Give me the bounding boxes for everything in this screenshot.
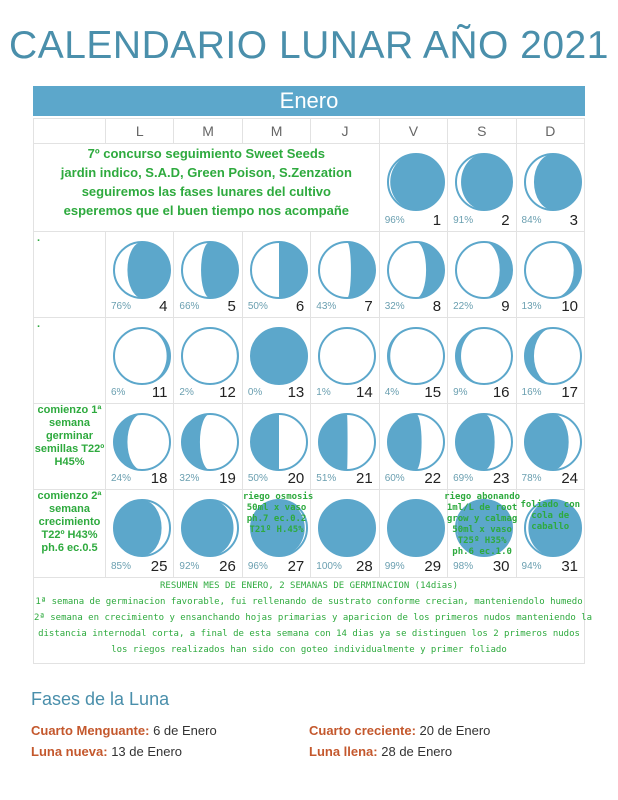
day-number: 12: [219, 384, 236, 401]
moon-phase-icon: [523, 152, 583, 212]
day-number: 23: [492, 470, 510, 487]
calendar-grid: [33, 118, 593, 664]
day-cell[interactable]: [516, 490, 584, 578]
moon-lit-area: [319, 242, 351, 298]
day-number: 6: [295, 298, 305, 315]
summary-line: 2ª semana en crecimiento y ensanchando hojas primarias y aparicion de los primeros nudos manteniendo la: [34, 613, 593, 623]
moon-phase-icon: [180, 498, 240, 558]
legend-label: Cuarto creciente:: [309, 723, 416, 738]
illumination-percent: 2%: [179, 387, 194, 398]
day-cell[interactable]: [106, 490, 174, 578]
illumination-percent: 1%: [316, 387, 331, 398]
illumination-percent: 94%: [521, 561, 542, 572]
day-cell[interactable]: [242, 490, 314, 578]
day-number: 9: [501, 298, 510, 315]
day-cell[interactable]: [242, 232, 310, 318]
day-cell[interactable]: [174, 232, 242, 318]
moon-phase-icon: [317, 240, 377, 300]
illumination-percent: 6%: [111, 387, 126, 398]
day-number: 26: [219, 558, 236, 575]
row-note: comienzo 2ª semana crecimiento T22º H43% ph.6 ec.0.5: [34, 490, 106, 578]
moon-phase-icon: [317, 326, 377, 386]
page-title: CALENDARIO LUNAR AÑO 2021: [9, 24, 609, 67]
day-cell[interactable]: [242, 404, 310, 490]
day-cell[interactable]: [444, 490, 521, 578]
moon-phase-icon: [180, 326, 240, 386]
illumination-percent: 0%: [247, 387, 263, 398]
illumination-percent: 22%: [453, 301, 474, 312]
weekday-row: [34, 119, 585, 144]
moon-phase-icon: [523, 326, 583, 386]
illumination-percent: 96%: [384, 215, 405, 226]
intro-line: jardin indico, S.A.D, Green Poison, S.Zenzation: [60, 165, 352, 180]
illumination-percent: 43%: [316, 301, 337, 312]
moon-phase-icon: [112, 498, 172, 558]
moon-lit-area: [279, 414, 307, 470]
illumination-percent: 24%: [111, 473, 132, 484]
weekday: V: [379, 119, 447, 144]
day-cell[interactable]: [311, 404, 379, 490]
day-number: 13: [287, 384, 305, 401]
moon-phase-icon: [112, 240, 172, 300]
illumination-percent: 98%: [453, 561, 474, 572]
day-cell[interactable]: [311, 490, 379, 578]
handnote-day-31: foliado con cola de caballo: [520, 500, 581, 532]
illumination-percent: 66%: [179, 301, 200, 312]
month-summary: [34, 578, 593, 664]
legend-value: 6 de Enero: [153, 723, 217, 738]
illumination-percent: 60%: [384, 473, 405, 484]
day-cell[interactable]: [174, 404, 242, 490]
handnote-day-30: riego abonando 1ml/L de root grow y calmag 50ml x vaso T25º H35% ph.6 ec.1.0: [444, 492, 521, 557]
moon-lit-area: [200, 414, 238, 470]
illumination-percent: 32%: [179, 473, 200, 484]
moon-lit-area: [347, 414, 375, 470]
moon-phase-icon: [112, 412, 172, 472]
weekday: L: [106, 119, 174, 144]
day-cell[interactable]: [448, 232, 516, 318]
illumination-percent: 69%: [453, 473, 474, 484]
moon-phase-icon: [317, 498, 377, 558]
moon-phase-icon: [317, 412, 377, 472]
moon-phase-icon: [249, 326, 309, 386]
day-cell[interactable]: [174, 490, 242, 578]
moon-lit-area: [127, 414, 170, 470]
day-number: 2: [501, 212, 510, 229]
day-cell[interactable]: [311, 318, 379, 404]
intro-line: 7º concurso seguimiento Sweet Seeds: [87, 146, 326, 161]
day-cell[interactable]: [379, 232, 447, 318]
legend-label: Luna nueva:: [31, 744, 108, 759]
summary-line: distancia internodal corta, a final de esta semana con 14 dias ya se distinguen los 2 primeros nudos: [38, 629, 580, 639]
moon-phase-icon: [454, 152, 514, 212]
row-note: comienzo 1ª semana germinar semillas T22º H45%: [34, 404, 106, 490]
day-cell[interactable]: [242, 318, 310, 404]
weekday: J: [311, 119, 379, 144]
day-number: 22: [424, 470, 442, 487]
day-number: 7: [364, 298, 373, 315]
day-cell[interactable]: [516, 144, 584, 232]
moon-lit-area: [251, 242, 279, 298]
illumination-percent: 78%: [521, 473, 542, 484]
day-cell[interactable]: [516, 232, 584, 318]
day-number: 20: [287, 470, 305, 487]
legend-label: Cuarto Menguante:: [31, 723, 150, 738]
day-number: 18: [150, 470, 168, 487]
moon-phase-icon: [523, 240, 583, 300]
summary-line: RESUMEN MES DE ENERO, 2 SEMANAS DE GERMINACION (14dias): [159, 581, 458, 591]
day-number: 4: [159, 298, 168, 315]
day-number: 10: [561, 298, 578, 315]
intro-line: seguiremos las fases lunares del cultivo: [81, 184, 331, 199]
illumination-percent: 50%: [247, 473, 268, 484]
weekday: S: [448, 119, 516, 144]
day-cell[interactable]: [448, 404, 516, 490]
moon-phase-icon: [454, 412, 514, 472]
row-note: .: [34, 232, 106, 318]
day-cell[interactable]: [379, 144, 447, 232]
handnote-day-27: riego osmosis 50ml x vaso ph.7 ec.0.2 T21º H.45%: [242, 492, 314, 535]
day-cell[interactable]: [174, 318, 242, 404]
phases-title: Fases de la Luna: [31, 689, 170, 709]
legend-full-moon: [309, 744, 452, 759]
day-number: 31: [561, 558, 578, 575]
illumination-percent: 9%: [453, 387, 468, 398]
illumination-percent: 13%: [521, 301, 542, 312]
day-number: 24: [561, 470, 578, 487]
day-cell[interactable]: [106, 232, 174, 318]
moon-phase-icon: [386, 152, 446, 212]
moon-phase-icon: [112, 326, 172, 386]
day-cell[interactable]: [448, 318, 516, 404]
day-number: 21: [356, 470, 373, 487]
day-number: 25: [150, 558, 168, 575]
day-number: 11: [151, 384, 168, 401]
legend-value: 13 de Enero: [111, 744, 183, 759]
summary-line: 1ª semana de germinacion favorable, fui rellenando de sustrato conforme crecian, manteniendolo humedo: [35, 597, 583, 607]
illumination-percent: 16%: [521, 387, 542, 398]
illumination-percent: 99%: [384, 561, 405, 572]
moon-phase-icon: [249, 412, 309, 472]
intro-note: [34, 144, 380, 232]
day-cell[interactable]: [379, 318, 447, 404]
day-number: 5: [227, 298, 236, 315]
weekday: M: [174, 119, 242, 144]
day-cell[interactable]: [379, 490, 447, 578]
illumination-percent: 96%: [247, 561, 268, 572]
day-number: 1: [432, 212, 442, 229]
intro-line: esperemos que el buen tiempo nos acompañe: [63, 203, 350, 218]
legend-label: Luna llena:: [309, 744, 378, 759]
day-number: 8: [432, 298, 442, 315]
legend-last-quarter: [31, 723, 217, 738]
day-cell[interactable]: [379, 404, 447, 490]
day-number: 27: [287, 558, 305, 575]
legend-value: 28 de Enero: [381, 744, 453, 759]
row-note: .: [34, 318, 106, 404]
day-cell[interactable]: [106, 318, 174, 404]
day-cell[interactable]: [448, 144, 516, 232]
moon-phase-icon: [386, 498, 446, 558]
moon-lit-area: [456, 242, 500, 298]
day-number: 30: [492, 558, 510, 575]
legend-new-moon: [31, 744, 182, 759]
illumination-percent: 91%: [453, 215, 474, 226]
illumination-percent: 4%: [384, 387, 400, 398]
weekday: D: [516, 119, 584, 144]
day-cell[interactable]: [311, 232, 379, 318]
illumination-percent: 100%: [316, 561, 342, 572]
day-number: 19: [219, 470, 236, 487]
day-number: 28: [356, 558, 373, 575]
moon-phase-icon: [454, 240, 514, 300]
moon-phase-icon: [249, 240, 309, 300]
moon-phase-icon: [386, 412, 446, 472]
day-number: 17: [561, 384, 578, 401]
day-cell[interactable]: [516, 318, 584, 404]
moon-phase-icon: [454, 326, 514, 386]
legend-value: 20 de Enero: [419, 723, 491, 738]
illumination-percent: 76%: [111, 301, 132, 312]
summary-line: los riegos realizados han sido con goteo individualmente y primer foliado: [111, 645, 507, 655]
moon-phase-icon: [180, 412, 240, 472]
month-header: Enero: [33, 86, 585, 116]
legend-first-quarter: [309, 723, 490, 738]
day-number: 15: [424, 384, 442, 401]
illumination-percent: 92%: [179, 561, 200, 572]
illumination-percent: 32%: [384, 301, 405, 312]
day-number: 3: [569, 212, 578, 229]
illumination-percent: 84%: [521, 215, 542, 226]
day-number: 16: [492, 384, 510, 401]
moon-phase-icon: [180, 240, 240, 300]
illumination-percent: 50%: [247, 301, 268, 312]
illumination-percent: 51%: [316, 473, 337, 484]
day-number: 29: [424, 558, 442, 575]
moon-phase-icon: [523, 412, 583, 472]
day-cell[interactable]: [106, 404, 174, 490]
illumination-percent: 85%: [111, 561, 132, 572]
day-cell[interactable]: [516, 404, 584, 490]
weekday: M: [242, 119, 310, 144]
moon-phase-icon: [386, 326, 446, 386]
moon-phase-icon: [386, 240, 446, 300]
day-number: 14: [356, 384, 373, 401]
moon-lit-area: [388, 242, 426, 298]
